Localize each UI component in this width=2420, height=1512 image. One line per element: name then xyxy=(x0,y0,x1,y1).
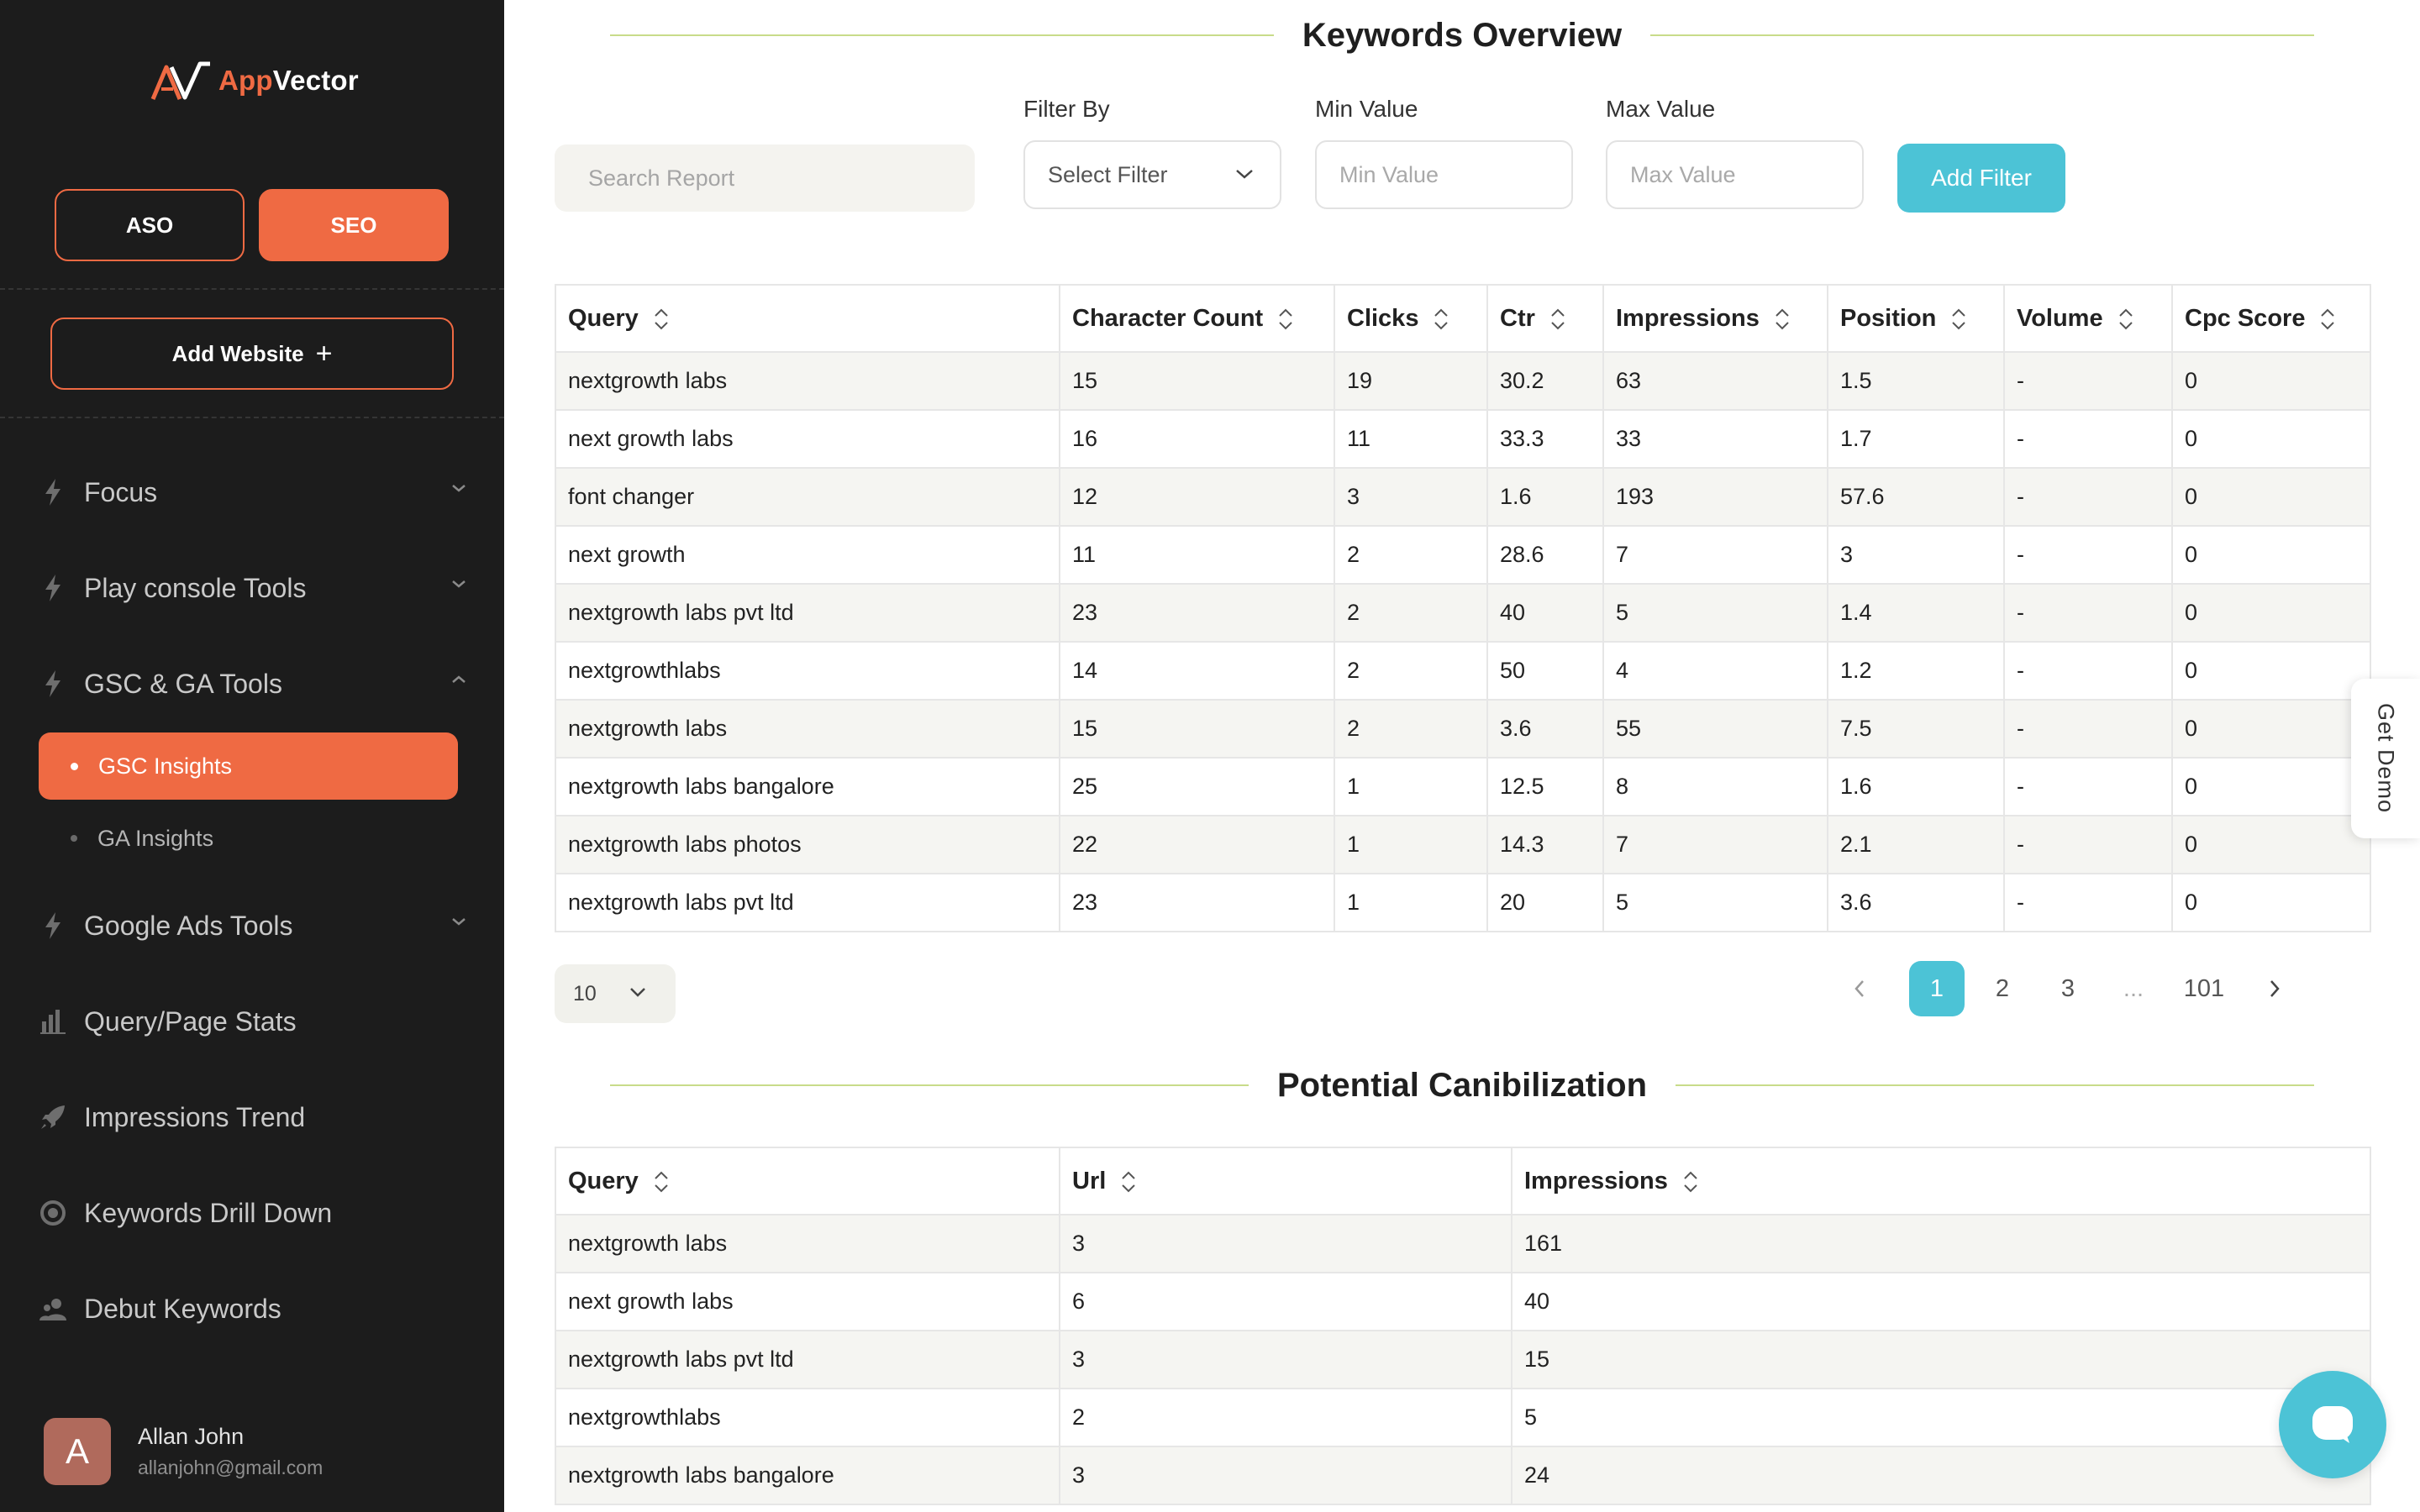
sort-icon[interactable] xyxy=(2320,308,2335,330)
prev-page-button[interactable] xyxy=(1832,961,1887,1016)
table-row[interactable] xyxy=(555,1446,2370,1504)
cell-volume: - xyxy=(2004,816,2172,874)
sidebar-divider xyxy=(0,417,504,418)
table-row[interactable] xyxy=(555,352,2370,410)
col-header-url[interactable] xyxy=(1060,1147,1512,1215)
sort-icon[interactable] xyxy=(1121,1171,1136,1193)
col-header-label: Ctr xyxy=(1500,304,1535,332)
cell-character-count: 25 xyxy=(1060,758,1334,816)
sidebar-subitem-gsc-insights[interactable] xyxy=(39,732,458,800)
cell-clicks: 19 xyxy=(1334,352,1487,410)
col-header-label: Impressions xyxy=(1524,1167,1668,1194)
sidebar-item-focus[interactable] xyxy=(39,467,467,517)
page-button-101[interactable]: 101 xyxy=(2183,974,2225,1002)
cell-query: nextgrowth labs pvt ltd xyxy=(555,874,1060,932)
chevron-left-icon xyxy=(1853,979,1866,999)
table-row[interactable] xyxy=(555,468,2370,526)
cell-clicks: 1 xyxy=(1334,874,1487,932)
logo-text-app: App xyxy=(218,65,273,96)
sidebar-subitem-ga-insights[interactable] xyxy=(39,805,458,872)
cell-volume: - xyxy=(2004,700,2172,758)
cell-impressions: 7 xyxy=(1603,816,1828,874)
cell-volume: - xyxy=(2004,352,2172,410)
cell-impressions: 24 xyxy=(1512,1446,2370,1504)
cell-query: font changer xyxy=(555,468,1060,526)
cell-cpc-score: 0 xyxy=(2172,584,2370,642)
cell-impressions: 63 xyxy=(1603,352,1828,410)
cell-query: nextgrowth labs photos xyxy=(555,816,1060,874)
col-header-label: Url xyxy=(1072,1167,1107,1194)
min-value-label: Min Value xyxy=(1315,96,1418,122)
user-name: Allan John xyxy=(138,1424,245,1449)
bolt-icon xyxy=(39,911,67,940)
cell-query: nextgrowthlabs xyxy=(555,642,1060,700)
cell-query: nextgrowth labs pvt ltd xyxy=(555,1331,1060,1389)
col-header-query[interactable] xyxy=(555,1147,1060,1215)
cell-character-count: 23 xyxy=(1060,874,1334,932)
cell-volume: - xyxy=(2004,410,2172,468)
cell-position: 1.7 xyxy=(1828,410,2004,468)
cell-ctr: 1.6 xyxy=(1487,468,1603,526)
appvector-logo-icon xyxy=(150,59,213,102)
sidebar-item-label: Impressions Trend xyxy=(84,1101,306,1132)
cell-query: nextgrowth labs bangalore xyxy=(555,758,1060,816)
keywords-overview-header xyxy=(555,10,2370,60)
page-title: Keywords Overview xyxy=(1302,16,1623,54)
cell-cpc-score: 0 xyxy=(2172,468,2370,526)
cell-character-count: 22 xyxy=(1060,816,1334,874)
cell-ctr: 28.6 xyxy=(1487,526,1603,584)
seo-mode-button[interactable]: SEO xyxy=(259,189,449,261)
cell-impressions: 7 xyxy=(1603,526,1828,584)
sort-icon[interactable] xyxy=(654,308,669,330)
canibalization-table xyxy=(555,1147,2371,1505)
cell-position: 1.6 xyxy=(1828,758,2004,816)
cell-ctr: 33.3 xyxy=(1487,410,1603,468)
cell-character-count: 16 xyxy=(1060,410,1334,468)
table-row[interactable] xyxy=(555,758,2370,816)
cell-character-count: 23 xyxy=(1060,584,1334,642)
next-page-button[interactable] xyxy=(2247,961,2302,1016)
cell-clicks: 1 xyxy=(1334,758,1487,816)
cell-impressions: 193 xyxy=(1603,468,1828,526)
table-row[interactable] xyxy=(555,816,2370,874)
sort-icon[interactable] xyxy=(1434,308,1449,330)
col-header-label: Impressions xyxy=(1616,304,1760,332)
user-email: allanjohn@gmail.com xyxy=(138,1457,324,1478)
sidebar-item-google-ads-tools[interactable] xyxy=(39,900,467,951)
sidebar-item-query-page-stats[interactable] xyxy=(39,996,467,1047)
cell-url: 3 xyxy=(1060,1331,1512,1389)
avatar: A xyxy=(44,1418,111,1485)
cell-ctr: 20 xyxy=(1487,874,1603,932)
col-header-query[interactable] xyxy=(555,285,1060,352)
cell-volume: - xyxy=(2004,642,2172,700)
cell-volume: - xyxy=(2004,874,2172,932)
bolt-icon xyxy=(39,478,67,507)
sidebar-item-label: Keywords Drill Down xyxy=(84,1197,333,1228)
col-header-impressions[interactable] xyxy=(1512,1147,2370,1215)
cell-url: 3 xyxy=(1060,1446,1512,1504)
col-header-label: Clicks xyxy=(1347,304,1419,332)
cell-cpc-score: 0 xyxy=(2172,642,2370,700)
chevron-down-icon xyxy=(629,986,647,998)
chevron-down-icon xyxy=(450,482,467,494)
bullet-icon xyxy=(71,763,78,770)
cell-ctr: 12.5 xyxy=(1487,758,1603,816)
cell-query: nextgrowth labs bangalore xyxy=(555,1446,1060,1504)
cell-impressions: 161 xyxy=(1512,1215,2370,1273)
cell-cpc-score: 0 xyxy=(2172,410,2370,468)
col-header-cpc-score[interactable] xyxy=(2172,285,2370,352)
title-rule xyxy=(1650,34,2314,36)
cell-query: nextgrowth labs xyxy=(555,1215,1060,1273)
cell-query: nextgrowth labs pvt ltd xyxy=(555,584,1060,642)
rocket-icon xyxy=(39,1103,67,1131)
cell-position: 3.6 xyxy=(1828,874,2004,932)
sidebar-subitem-label: GA Insights xyxy=(97,825,214,851)
col-header-clicks[interactable] xyxy=(1334,285,1487,352)
cell-impressions: 5 xyxy=(1603,874,1828,932)
sidebar-item-play-console-tools[interactable] xyxy=(39,563,467,613)
page-button-2[interactable]: 2 xyxy=(1995,974,2010,1002)
aso-mode-button[interactable]: ASO xyxy=(55,189,245,261)
cell-cpc-score: 0 xyxy=(2172,700,2370,758)
sidebar-item-label: Focus xyxy=(84,476,158,507)
cell-clicks: 1 xyxy=(1334,816,1487,874)
cell-clicks: 3 xyxy=(1334,468,1487,526)
sidebar xyxy=(0,0,504,1512)
cell-volume: - xyxy=(2004,584,2172,642)
sidebar-item-debut-keywords[interactable] xyxy=(39,1284,467,1334)
col-header-impressions[interactable] xyxy=(1603,285,1828,352)
sidebar-item-label: Google Ads Tools xyxy=(84,910,293,941)
users-icon xyxy=(39,1294,67,1323)
cell-impressions: 40 xyxy=(1512,1273,2370,1331)
sort-icon[interactable] xyxy=(1278,308,1293,330)
cell-position: 1.4 xyxy=(1828,584,2004,642)
keywords-table xyxy=(555,284,2371,932)
title-rule xyxy=(610,1084,1249,1086)
filter-select[interactable] xyxy=(1023,140,1281,209)
get-demo-tab[interactable] xyxy=(2351,679,2420,838)
drill-icon xyxy=(39,1199,67,1227)
title-rule xyxy=(1676,1084,2314,1086)
cell-volume: - xyxy=(2004,758,2172,816)
cell-ctr: 40 xyxy=(1487,584,1603,642)
chevron-down-icon xyxy=(450,916,467,927)
cell-character-count: 14 xyxy=(1060,642,1334,700)
chevron-right-icon xyxy=(2268,979,2281,999)
cell-url: 2 xyxy=(1060,1389,1512,1446)
max-value-input[interactable] xyxy=(1606,140,1864,209)
sort-icon[interactable] xyxy=(1550,308,1565,330)
sidebar-subitem-label: GSC Insights xyxy=(98,753,233,779)
sidebar-item-label: Query/Page Stats xyxy=(84,1005,297,1037)
bolt-icon xyxy=(39,574,67,602)
page-ellipsis: ... xyxy=(2123,974,2144,1002)
page-size-value: 10 xyxy=(573,981,597,1005)
cell-clicks: 2 xyxy=(1334,584,1487,642)
cell-position: 1.2 xyxy=(1828,642,2004,700)
table-row[interactable] xyxy=(555,1215,2370,1273)
table-row[interactable] xyxy=(555,584,2370,642)
cell-impressions: 8 xyxy=(1603,758,1828,816)
table-row[interactable] xyxy=(555,1273,2370,1331)
search-report-input[interactable] xyxy=(555,144,975,212)
filter-by-label: Filter By xyxy=(1023,96,1110,122)
cell-query: nextgrowth labs xyxy=(555,352,1060,410)
min-value-input[interactable] xyxy=(1315,140,1573,209)
table-row[interactable] xyxy=(555,700,2370,758)
table-row[interactable] xyxy=(555,1389,2370,1446)
title-rule xyxy=(610,34,1274,36)
table-row[interactable] xyxy=(555,526,2370,584)
col-header-label: Cpc Score xyxy=(2185,304,2306,332)
bullet-icon xyxy=(71,835,77,842)
table-row[interactable] xyxy=(555,1331,2370,1389)
col-header-character-count[interactable] xyxy=(1060,285,1334,352)
max-value-label: Max Value xyxy=(1606,96,1716,122)
cell-ctr: 30.2 xyxy=(1487,352,1603,410)
cell-cpc-score: 0 xyxy=(2172,352,2370,410)
table-row[interactable] xyxy=(555,874,2370,932)
cell-impressions: 33 xyxy=(1603,410,1828,468)
chat-bubble-icon xyxy=(2311,1404,2354,1445)
app-logo[interactable] xyxy=(150,59,359,102)
col-header-ctr[interactable] xyxy=(1487,285,1603,352)
cell-clicks: 11 xyxy=(1334,410,1487,468)
add-website-label: Add Website xyxy=(171,340,304,366)
cell-character-count: 12 xyxy=(1060,468,1334,526)
table-row[interactable] xyxy=(555,410,2370,468)
chevron-down-icon xyxy=(450,578,467,590)
col-header-label: Position xyxy=(1840,304,1937,332)
sort-icon[interactable] xyxy=(2118,308,2133,330)
col-header-label: Character Count xyxy=(1072,304,1264,332)
cell-url: 3 xyxy=(1060,1215,1512,1273)
canibalization-header xyxy=(555,1060,2370,1110)
cell-character-count: 15 xyxy=(1060,352,1334,410)
col-header-label: Query xyxy=(568,304,639,332)
cell-volume: - xyxy=(2004,468,2172,526)
cell-volume: - xyxy=(2004,526,2172,584)
col-header-volume[interactable] xyxy=(2004,285,2172,352)
sort-icon[interactable] xyxy=(1951,308,1966,330)
add-filter-button[interactable]: Add Filter xyxy=(1897,144,2065,213)
cell-position: 2.1 xyxy=(1828,816,2004,874)
cell-ctr: 14.3 xyxy=(1487,816,1603,874)
cell-impressions: 15 xyxy=(1512,1331,2370,1389)
cell-ctr: 3.6 xyxy=(1487,700,1603,758)
cell-character-count: 15 xyxy=(1060,700,1334,758)
sidebar-item-gsc-ga-tools[interactable] xyxy=(39,659,467,709)
cell-query: nextgrowthlabs xyxy=(555,1389,1060,1446)
chevron-up-icon xyxy=(450,674,467,685)
filter-select-value: Select Filter xyxy=(1048,161,1168,187)
chevron-down-icon xyxy=(1234,167,1255,181)
sidebar-item-keywords-drill-down[interactable] xyxy=(39,1188,467,1238)
cell-impressions: 5 xyxy=(1603,584,1828,642)
col-header-label: Query xyxy=(568,1167,639,1194)
cell-query: next growth xyxy=(555,526,1060,584)
table-header-row xyxy=(555,1147,2370,1215)
page-size-select[interactable] xyxy=(555,964,676,1023)
sidebar-item-impressions-trend[interactable] xyxy=(39,1092,467,1142)
cell-cpc-score: 0 xyxy=(2172,816,2370,874)
cell-clicks: 2 xyxy=(1334,642,1487,700)
sidebar-item-label: Play console Tools xyxy=(84,572,307,603)
bar-chart-icon xyxy=(39,1007,67,1036)
pagination xyxy=(1832,961,2302,1016)
cell-clicks: 2 xyxy=(1334,700,1487,758)
get-demo-label: Get Demo xyxy=(2373,703,2399,814)
plus-icon: + xyxy=(315,338,333,370)
cell-position: 1.5 xyxy=(1828,352,2004,410)
sort-icon[interactable] xyxy=(1775,308,1790,330)
cell-ctr: 50 xyxy=(1487,642,1603,700)
cell-impressions: 4 xyxy=(1603,642,1828,700)
user-profile[interactable] xyxy=(44,1418,323,1485)
cell-impressions: 5 xyxy=(1512,1389,2370,1446)
cell-position: 57.6 xyxy=(1828,468,2004,526)
cell-clicks: 2 xyxy=(1334,526,1487,584)
cell-impressions: 55 xyxy=(1603,700,1828,758)
page-button-3[interactable]: 3 xyxy=(2060,974,2075,1002)
cell-url: 6 xyxy=(1060,1273,1512,1331)
cell-query: next growth labs xyxy=(555,410,1060,468)
add-website-button[interactable] xyxy=(50,318,454,390)
col-header-label: Volume xyxy=(2017,304,2103,332)
cell-cpc-score: 0 xyxy=(2172,758,2370,816)
sort-icon[interactable] xyxy=(1683,1171,1698,1193)
cell-query: nextgrowth labs xyxy=(555,700,1060,758)
cell-cpc-score: 0 xyxy=(2172,874,2370,932)
section-title: Potential Canibilization xyxy=(1276,1066,1648,1104)
cell-character-count: 11 xyxy=(1060,526,1334,584)
sort-icon[interactable] xyxy=(654,1171,669,1193)
page-button-1[interactable]: 1 xyxy=(1909,961,1965,1016)
cell-position: 3 xyxy=(1828,526,2004,584)
table-row[interactable] xyxy=(555,642,2370,700)
chat-button[interactable] xyxy=(2279,1371,2386,1478)
cell-cpc-score: 0 xyxy=(2172,526,2370,584)
sidebar-item-label: Debut Keywords xyxy=(84,1293,281,1324)
cell-position: 7.5 xyxy=(1828,700,2004,758)
sidebar-divider xyxy=(0,288,504,290)
col-header-position[interactable] xyxy=(1828,285,2004,352)
table-header-row xyxy=(555,285,2370,352)
sidebar-item-label: GSC & GA Tools xyxy=(84,668,282,699)
bolt-icon xyxy=(39,669,67,698)
logo-text-vector: Vector xyxy=(272,65,359,96)
cell-query: next growth labs xyxy=(555,1273,1060,1331)
